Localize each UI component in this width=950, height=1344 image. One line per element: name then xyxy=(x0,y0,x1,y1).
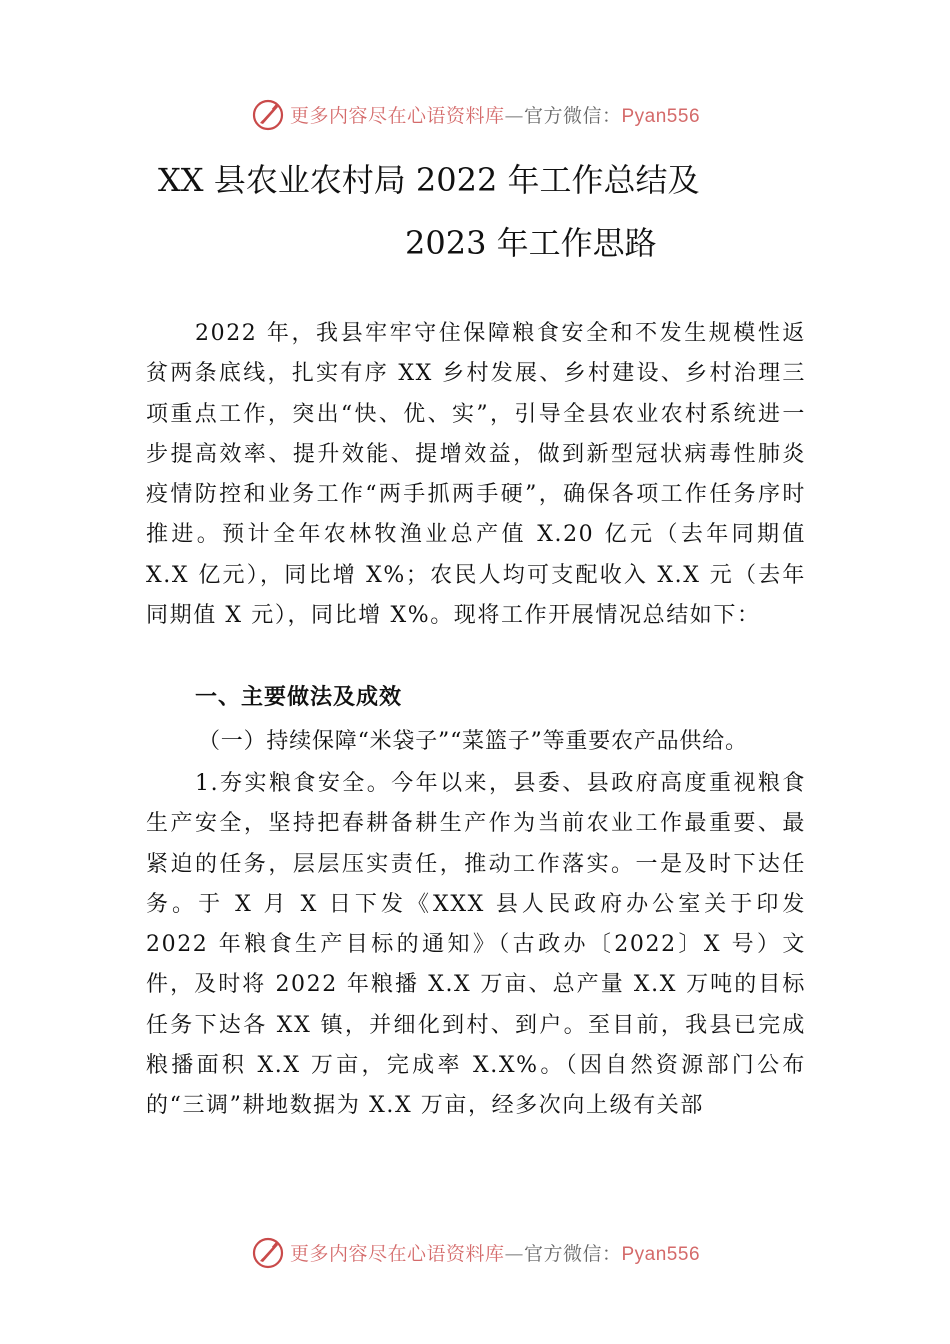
watermark-wechat-id: Pyan556 xyxy=(621,1243,701,1265)
watermark-dash: — xyxy=(504,104,524,127)
watermark-site-text: 更多内容尽在心语资料库 xyxy=(289,1242,505,1265)
quill-logo-icon xyxy=(250,96,286,132)
subsection-heading-1: （一）持续保障“米袋子”“菜篮子”等重要农产品供给。 xyxy=(198,729,748,754)
watermark-official-label: 官方微信： xyxy=(523,104,622,127)
intro-paragraph: 2022 年，我县牢牢守住保障粮食安全和不发生规模性返贫两条底线，扎实有序 XX 乡村发展、乡村建设、乡村治理三项重点工作，突出“快、优、实”，引导全县农业农村系统进一步提高效率、提升效能、提增效益，做到新型冠状病毒性肺炎疫情防控和业务工作“两手抓两手硬”，确保各项工作任务序时推进。预计全年农林牧渔业总产值 X.20 亿元（去年同期值 X.X 亿元），同比增 X%；农民人均可支配收入 X.X 元（去年同期值 X 元），同比增 X%。现将工作开展情况总结如下： xyxy=(146,321,806,629)
watermark-official-label: 官方微信： xyxy=(523,1242,622,1265)
grain-security-paragraph: 1.夯实粮食安全。今年以来，县委、县政府高度重视粮食生产安全，坚持把春耕备耕生产作为当前农业工作最重要、最紧迫的任务，层层压实责任，推动工作落实。一是及时下达任务。于 X 月 X 日下发《XXX 县人民政府办公室关于印发 2022 年粮食生产目标的通知》（古政办〔2022〕X 号）文件，及时将 2022 年粮播 X.X 万亩、总产量 X.X 万吨的目标任务下达各 XX 镇，并细化到村、到户。至目前，我县已完成粮播面积 X.X 万亩，完成率 X.X%。（因自然资源部门公布的“三调”耕地数据为 X.X 万亩，经多次向上级有关部 xyxy=(146,771,806,1119)
watermark-footer xyxy=(0,1232,950,1272)
document-title-line1: XX 县农业农村局 2022 年工作总结及 xyxy=(158,161,700,199)
watermark-dash: — xyxy=(504,1242,524,1265)
section-heading-1: 一、主要做法及成效 xyxy=(195,685,403,710)
watermark-wechat-id: Pyan556 xyxy=(621,105,701,127)
quill-logo-icon xyxy=(250,1234,286,1270)
document-title-line2: 2023 年工作思路 xyxy=(405,224,657,262)
watermark-site-text: 更多内容尽在心语资料库 xyxy=(289,104,505,127)
watermark-header xyxy=(0,94,950,134)
